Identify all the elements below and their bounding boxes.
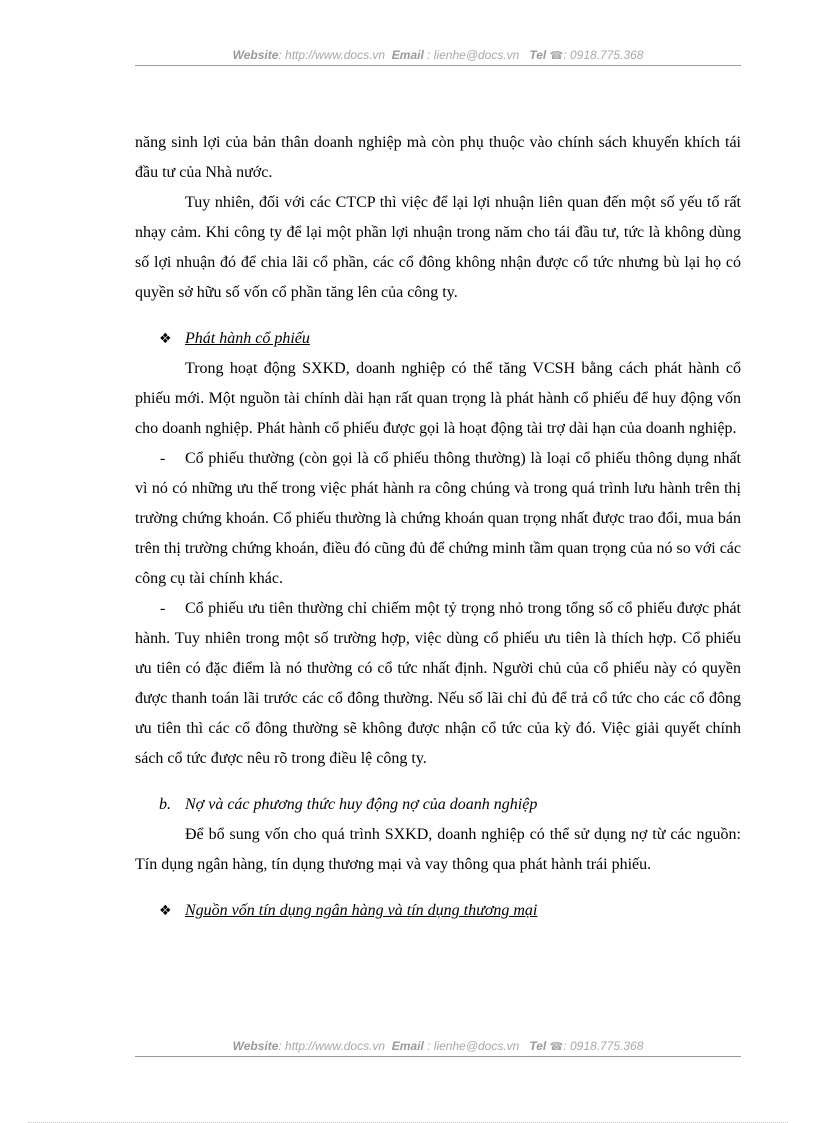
list-item-common-stock [135,444,741,594]
section-b-marker: b. [159,796,171,813]
footer-tel-value: : 0918.775.368 [563,1039,644,1053]
page-footer [135,1039,741,1057]
paragraph-continuation: năng sinh lợi của bản thân doanh nghiệp mà còn phụ thuộc vào chính sách khuyến khích tái đầu tư của Nhà nước. [135,134,741,181]
header-website-label: Website [232,48,279,62]
phone-icon: ☎ [549,1041,564,1053]
list-item-preferred-stock-text: Cổ phiếu ưu tiên thường chỉ chiếm một tỷ trọng nhỏ trong tổng số cổ phiếu được phát hành. Tuy nhiên trong một số trường hợp, việc dùng cổ phiếu ưu tiên là thích hợp. Cổ phiếu ưu tiên có đặc điểm là nó thường có cổ tức nhất định. Người chủ của cổ phiếu này có quyền được thanh toán lãi trước các cổ đông thường. Nếu số lãi chỉ đủ để trả cổ tức cho các cổ đông ưu tiên thì các cổ đông thường sẽ không được nhận cổ tức của kỳ đó. Việc giải quyết chính sách cổ tức được nêu rõ trong điều lệ công ty. [135,600,741,767]
footer-website-label: Website [232,1039,279,1053]
document-body [135,128,741,926]
header-tel-label: Tel [529,48,547,62]
diamond-bullet-icon: ❖ [159,331,172,347]
list-item-common-stock-text: Cổ phiếu thường (còn gọi là cổ phiếu thông thường) là loại cổ phiếu thông dụng nhất vì nó có những ưu thế trong việc phát hành ra công chúng và trong quá trình lưu hành trên thị trường chứng khoán. Cổ phiếu thường là chứng khoán quan trọng nhất được trao đổi, mua bán trên thị trường chứng khoán, điều đó cũng đủ để chứng minh tầm quan trọng của nó so với các công cụ tài chính khác. [135,450,741,587]
footer-tel-label: Tel [529,1039,547,1053]
section-b-title: Nợ và các phương thức huy động nợ của doanh nghiệp [185,796,538,813]
header-tel-value: : 0918.775.368 [563,48,644,62]
paragraph-issue-shares: Trong hoạt động SXKD, doanh nghiệp có thể tăng VCSH bằng cách phát hành cổ phiếu mới. Một nguồn tài chính dài hạn rất quan trọng là phát hành cổ phiếu để huy động vốn cho doanh nghiệp. Phát hành cổ phiếu được gọi là hoạt động tài trợ dài hạn của doanh nghiệp. [135,360,741,437]
page-header [135,48,741,66]
paragraph-retained-earnings: Tuy nhiên, đối với các CTCP thì việc để lại lợi nhuận liên quan đến một số yếu tố rất nhạy cảm. Khi công ty để lại một phần lợi nhuận trong năm cho tái đầu tư, tức là không dùng số lợi nhuận đó để chia lãi cổ phần, các cổ đông không nhận được cổ tức nhưng bù lại họ có quyền sở hữu số vốn cổ phần tăng lên của công ty. [135,194,741,301]
heading-issue-shares [135,324,741,354]
footer-email-value: : lienhe@docs.vn [427,1039,520,1053]
diamond-bullet-icon: ❖ [159,903,172,919]
dash-marker: - [160,450,166,467]
header-email-value: : lienhe@docs.vn [427,48,520,62]
section-b-heading [135,790,741,820]
phone-icon: ☎ [549,50,564,62]
footer-website-value: : http://www.docs.vn [278,1039,386,1053]
list-item-preferred-stock [135,594,741,774]
header-website-value: : http://www.docs.vn [278,48,386,62]
footer-email-label: Email [391,1039,424,1053]
heading-bank-credit-text: Nguồn vốn tín dụng ngân hàng và tín dụng thương mại [185,902,538,919]
dash-marker: - [160,600,166,617]
heading-issue-shares-text: Phát hành cổ phiếu [185,330,310,347]
heading-bank-credit [135,896,741,926]
paragraph-debt-sources: Để bổ sung vốn cho quá trình SXKD, doanh nghiệp có thể sử dụng nợ từ các nguồn: Tín dụng ngân hàng, tín dụng thương mại và vay thông qua phát hành trái phiếu. [135,826,741,873]
header-email-label: Email [391,48,424,62]
